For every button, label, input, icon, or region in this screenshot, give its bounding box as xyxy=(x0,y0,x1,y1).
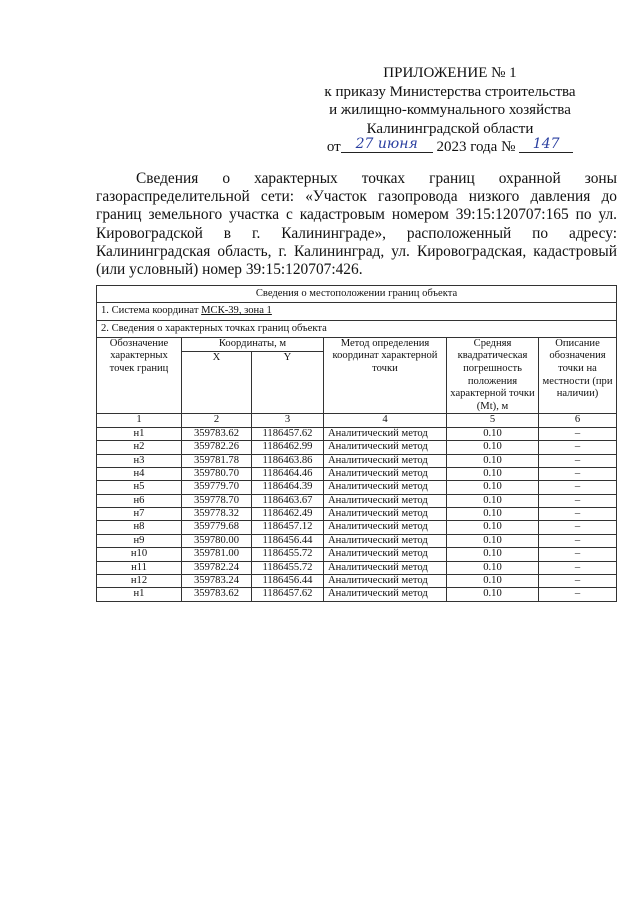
handwritten-date: 27 июня xyxy=(355,136,418,152)
cell-method: Аналитический метод xyxy=(324,494,447,507)
cell-y: 1186456.44 xyxy=(252,575,324,588)
appendix-line-3: и жилищно-коммунального хозяйства xyxy=(329,102,571,118)
cell-point-name: н7 xyxy=(97,508,182,521)
cell-description: – xyxy=(539,494,617,507)
cell-description: – xyxy=(539,508,617,521)
cell-point-name: н1 xyxy=(97,427,182,440)
table-row xyxy=(97,508,617,521)
cell-description: – xyxy=(539,575,617,588)
cell-description: – xyxy=(539,521,617,534)
cell-x: 359779.68 xyxy=(182,521,252,534)
cell-method: Аналитический метод xyxy=(324,575,447,588)
coordinate-system-row xyxy=(97,303,617,320)
cell-accuracy: 0.10 xyxy=(447,454,539,467)
cell-point-name: н11 xyxy=(97,561,182,574)
order-number-field xyxy=(519,138,573,153)
table-row xyxy=(97,467,617,480)
cell-accuracy: 0.10 xyxy=(447,548,539,561)
cell-accuracy: 0.10 xyxy=(447,481,539,494)
cell-accuracy: 0.10 xyxy=(447,508,539,521)
cell-y: 1186457.62 xyxy=(252,427,324,440)
cell-y: 1186455.72 xyxy=(252,548,324,561)
cell-y: 1186463.67 xyxy=(252,494,324,507)
header-y: Y xyxy=(252,351,324,414)
cell-y: 1186464.46 xyxy=(252,467,324,480)
cell-x: 359782.26 xyxy=(182,441,252,454)
table-row xyxy=(97,575,617,588)
cell-point-name: н1 xyxy=(97,588,182,601)
cell-method: Аналитический метод xyxy=(324,481,447,494)
cell-description: – xyxy=(539,454,617,467)
cell-description: – xyxy=(539,481,617,494)
cell-point-name: н9 xyxy=(97,534,182,547)
cell-point-name: н6 xyxy=(97,494,182,507)
table-row xyxy=(97,561,617,574)
cell-point-name: н4 xyxy=(97,467,182,480)
appendix-line-4: Калининградской области xyxy=(366,120,534,137)
coordinate-system-value: МСК-39, зона 1 xyxy=(201,305,272,317)
col-number: 6 xyxy=(539,414,617,427)
cell-x: 359780.00 xyxy=(182,534,252,547)
cell-x: 359780.70 xyxy=(182,467,252,480)
cell-accuracy: 0.10 xyxy=(447,521,539,534)
cell-y: 1186462.49 xyxy=(252,508,324,521)
cell-point-name: н12 xyxy=(97,575,182,588)
table-row xyxy=(97,427,617,440)
cell-x: 359783.24 xyxy=(182,575,252,588)
table-body xyxy=(97,427,617,601)
header-description: Описание обозначения точки на местности (при наличии) xyxy=(539,337,617,414)
cell-method: Аналитический метод xyxy=(324,454,447,467)
table-row xyxy=(97,481,617,494)
appendix-line-2: к приказу Министерства строительства xyxy=(324,83,576,100)
cell-y: 1186457.12 xyxy=(252,521,324,534)
cell-method: Аналитический метод xyxy=(324,534,447,547)
cell-point-name: н2 xyxy=(97,441,182,454)
cell-point-name: н10 xyxy=(97,548,182,561)
cell-x: 359782.24 xyxy=(182,561,252,574)
table-row xyxy=(97,588,617,601)
cell-method: Аналитический метод xyxy=(324,508,447,521)
cell-description: – xyxy=(539,548,617,561)
table-title: Сведения о местоположении границ объекта xyxy=(97,286,617,303)
table-row xyxy=(97,548,617,561)
appendix-title: ПРИЛОЖЕНИЕ № 1 xyxy=(383,65,517,81)
year-text: 2023 года № xyxy=(436,139,516,155)
cell-y: 1186462.99 xyxy=(252,441,324,454)
cell-description: – xyxy=(539,561,617,574)
header-designation: Обозначение характерных точек границ xyxy=(97,337,182,414)
coordinate-system-label: 1. Система координат xyxy=(101,305,202,317)
cell-x: 359783.62 xyxy=(182,588,252,601)
cell-point-name: н3 xyxy=(97,454,182,467)
table-row xyxy=(97,494,617,507)
cell-accuracy: 0.10 xyxy=(447,441,539,454)
intro-paragraph: Сведения о характерных точках границ охранной зоны газораспределительной сети: «Участок газопровода низкого давления до границ земельного участка с кадастровым номером 39:15:120707:165 по ул. Кировоградской в г. Калининграде», расположенный по адресу: Калининградская область, г. Калининград, ул. Кировоградская, кадастровый (или условный) номер 39:15:120707:426. xyxy=(96,170,617,279)
col-number: 1 xyxy=(97,414,182,427)
cell-method: Аналитический метод xyxy=(324,521,447,534)
cell-accuracy: 0.10 xyxy=(447,427,539,440)
date-field xyxy=(341,138,433,153)
cell-accuracy: 0.10 xyxy=(447,467,539,480)
cell-description: – xyxy=(539,467,617,480)
col-number: 3 xyxy=(252,414,324,427)
cell-x: 359781.00 xyxy=(182,548,252,561)
cell-accuracy: 0.10 xyxy=(447,534,539,547)
header-x: X xyxy=(182,351,252,414)
header-coords: Координаты, м xyxy=(182,337,324,351)
cell-description: – xyxy=(539,534,617,547)
cell-description: – xyxy=(539,441,617,454)
header-method: Метод определения координат характерной точки xyxy=(324,337,447,414)
cell-accuracy: 0.10 xyxy=(447,588,539,601)
cell-point-name: н8 xyxy=(97,521,182,534)
table-row xyxy=(97,441,617,454)
section-2-heading: 2. Сведения о характерных точках границ объекта xyxy=(97,320,617,337)
cell-x: 359778.32 xyxy=(182,508,252,521)
handwritten-number: 147 xyxy=(532,136,560,152)
appendix-header xyxy=(300,64,600,157)
cell-y: 1186463.86 xyxy=(252,454,324,467)
col-number: 2 xyxy=(182,414,252,427)
table-row xyxy=(97,534,617,547)
cell-method: Аналитический метод xyxy=(324,441,447,454)
cell-accuracy: 0.10 xyxy=(447,561,539,574)
header-accuracy: Средняя квадратическая погрешность положения характерной точки (Mt), м xyxy=(447,337,539,414)
cell-method: Аналитический метод xyxy=(324,561,447,574)
cell-description: – xyxy=(539,588,617,601)
date-prefix: от xyxy=(326,139,341,155)
cell-y: 1186455.72 xyxy=(252,561,324,574)
cell-y: 1186464.39 xyxy=(252,481,324,494)
cell-method: Аналитический метод xyxy=(324,548,447,561)
col-number: 5 xyxy=(447,414,539,427)
cell-y: 1186457.62 xyxy=(252,588,324,601)
table-row xyxy=(97,521,617,534)
cell-method: Аналитический метод xyxy=(324,427,447,440)
cell-accuracy: 0.10 xyxy=(447,494,539,507)
coordinates-table xyxy=(96,285,617,602)
cell-x: 359778.70 xyxy=(182,494,252,507)
cell-x: 359781.78 xyxy=(182,454,252,467)
appendix-date-line xyxy=(300,138,600,157)
cell-description: – xyxy=(539,427,617,440)
cell-point-name: н5 xyxy=(97,481,182,494)
cell-x: 359783.62 xyxy=(182,427,252,440)
cell-y: 1186456.44 xyxy=(252,534,324,547)
cell-method: Аналитический метод xyxy=(324,467,447,480)
col-number: 4 xyxy=(324,414,447,427)
table-row xyxy=(97,454,617,467)
cell-accuracy: 0.10 xyxy=(447,575,539,588)
cell-method: Аналитический метод xyxy=(324,588,447,601)
cell-x: 359779.70 xyxy=(182,481,252,494)
